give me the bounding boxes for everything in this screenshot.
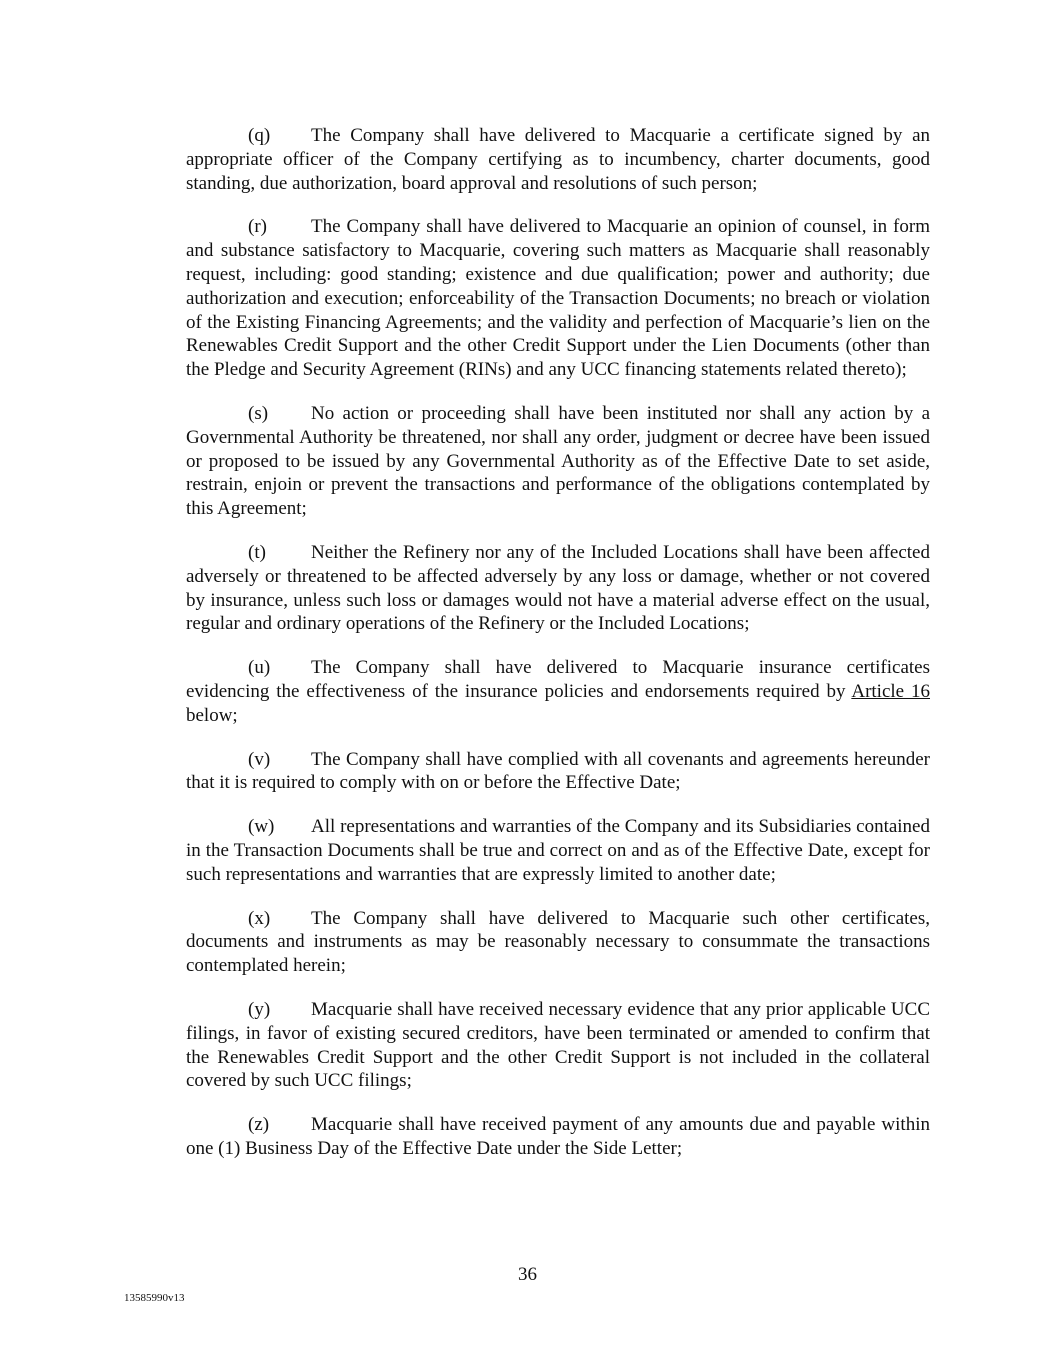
paragraph-r [186,215,930,382]
page-number: 36 [518,1264,537,1285]
paragraph-text: No action or proceeding shall have been instituted nor shall any action by a Governmental Authority be threatened, nor shall any order, judgment or decree have been issued or proposed to be issued by any Governmental Authority as of the Effective Date to set aside, restrain, enjoin or prevent the transactions and performance of the obligations contemplated by this Agreement; [186,402,930,520]
paragraph-t [186,541,930,636]
paragraph-label: (t) [248,541,266,563]
paragraph-text: The Company shall have complied with all covenants and agreements hereunder that it is required to comply with on or before the Effective Date; [186,748,930,794]
paragraph-label: (y) [248,998,271,1020]
paragraph-q [186,124,930,195]
paragraph-label: (q) [248,125,271,146]
paragraph-text: The Company shall have delivered to Macquarie insurance certificates evidencing the effectiveness of the insurance policies and endorsements required by [186,657,930,702]
paragraph-label: (x) [248,907,271,929]
paragraph-label: (r) [248,216,267,238]
paragraph-text: Macquarie shall have received necessary evidence that any prior applicable UCC filings, in favor of existing secured creditors, have been terminated or amended to confirm that the Renewables Credit Support and the other Credit Support is not included in the collateral covered by such UCC filings; [186,998,930,1092]
paragraph-text: Macquarie shall have received payment of any amounts due and payable within one (1) Business Day of the Effective Date under the Side Letter; [186,1114,930,1159]
paragraph-x [186,907,930,978]
paragraph-label: (s) [248,402,269,424]
paragraph-text: Neither the Refinery nor any of the Included Locations shall have been affected adversely or threatened to be affected adversely by any loss or damage, whether or not covered by insurance, unless such loss or damages would not have a material adverse effect on the usual, regular and ordinary operations of the Refinery or the Included Locations; [186,541,930,635]
paragraph-w [186,815,930,886]
paragraph-text-tail: below; [186,704,238,726]
paragraph-text: All representations and warranties of the Company and its Subsidiaries contained in the Transaction Documents shall be true and correct on and as of the Effective Date, except for such representations and warranties that are expressly limited to another date; [186,816,930,885]
paragraph-label: (z) [248,1114,270,1136]
document-id: 13585990v13 [124,1292,185,1304]
paragraph-label: (w) [248,816,275,838]
paragraph-text: The Company shall have delivered to Macquarie such other certificates, documents and instruments as may be reasonably necessary to consummate the transactions contemplated herein; [186,907,930,977]
paragraph-v [186,748,930,796]
paragraph-label: (v) [248,748,271,770]
paragraph-text: The Company shall have delivered to Macquarie an opinion of counsel, in form and substance satisfactory to Macquarie, covering such matters as Macquarie shall reasonably request, including: good standing; existence and due qualification; power and authority; due authorization and execution; enforceability of the Transaction Documents; no breach or violation of the Existing Financing Agreements; and the validity and perfection of Macquarie’s lien on the Renewables Credit Support and the other Credit Support under the Lien Documents (other than the Pledge and Security Agreement (RINs) and any UCC financing statements related thereto); [186,216,930,381]
paragraph-label: (u) [248,657,271,679]
paragraph-y [186,998,930,1093]
paragraph-text: The Company shall have delivered to Macquarie a certificate signed by an appropriate officer of the Company certifying as to incumbency, charter documents, good standing, due authorization, board approval and resolutions of such person; [186,125,930,194]
paragraph-u [186,656,930,727]
paragraph-s [186,402,930,521]
document-body [186,124,930,1181]
paragraph-z [186,1113,930,1161]
article-reference-link: Article 16 [851,680,930,702]
